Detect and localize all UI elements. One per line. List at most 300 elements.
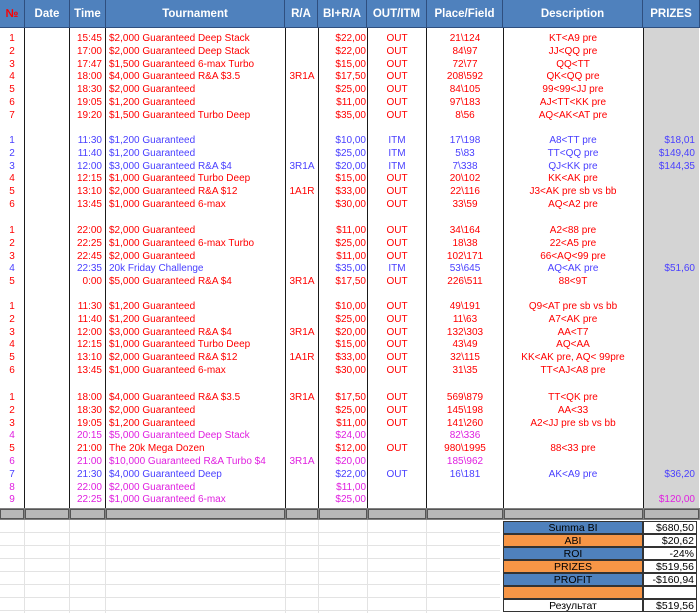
row-prize[interactable] <box>643 326 695 339</box>
row-tournament[interactable]: $1,000 Guaranteed 6-max Turbo <box>109 237 255 249</box>
row-prize[interactable] <box>643 300 695 313</box>
row-tournament[interactable]: $1,200 Guaranteed <box>109 147 196 159</box>
row-tournament[interactable]: $1,000 Guaranteed Turbo Deep <box>109 173 251 185</box>
table-row[interactable] <box>0 275 700 288</box>
row-description[interactable]: Q9<AT pre sb vs bb <box>528 301 618 312</box>
row-time[interactable]: 22:35 <box>76 263 102 275</box>
row-number[interactable]: 3 <box>9 326 15 338</box>
row-description[interactable]: AA<33 <box>557 404 589 416</box>
row-out-itm[interactable]: OUT <box>386 301 408 312</box>
row-number[interactable]: 3 <box>9 250 15 262</box>
row-tournament[interactable]: $1,000 Guaranteed Turbo Deep <box>109 339 251 351</box>
row-bi[interactable]: $15,00 <box>335 339 366 351</box>
row-prize[interactable] <box>643 364 695 377</box>
row-number[interactable]: 5 <box>9 443 15 455</box>
row-time[interactable]: 17:47 <box>76 58 102 70</box>
table-row[interactable] <box>0 468 700 481</box>
row-number[interactable]: 5 <box>9 186 15 198</box>
row-out-itm[interactable]: OUT <box>386 237 408 249</box>
row-prize[interactable] <box>643 275 695 288</box>
row-prize[interactable] <box>643 45 695 58</box>
table-row[interactable] <box>0 351 700 364</box>
row-place[interactable]: 141\260 <box>446 417 484 429</box>
row-ra[interactable] <box>286 250 318 263</box>
row-out-itm[interactable]: OUT <box>386 173 408 185</box>
row-description[interactable] <box>504 455 642 468</box>
row-ra[interactable] <box>286 429 318 442</box>
row-tournament[interactable]: $1,200 Guaranteed <box>109 417 196 429</box>
row-out-itm[interactable]: OUT <box>386 392 408 403</box>
row-tournament[interactable]: $2,000 Guaranteed Deep Stack <box>109 45 250 57</box>
row-time[interactable]: 19:05 <box>76 97 102 108</box>
row-description[interactable]: QK<QQ pre <box>546 71 600 83</box>
row-description[interactable]: A8<TT pre <box>549 135 597 146</box>
row-number[interactable]: 8 <box>9 481 15 493</box>
row-place[interactable]: 22\116 <box>450 186 480 198</box>
row-out-itm[interactable]: OUT <box>386 352 408 364</box>
row-prize[interactable] <box>643 481 695 494</box>
row-place[interactable]: 32\115 <box>450 352 480 364</box>
row-out-itm[interactable]: OUT <box>386 326 408 338</box>
row-tournament[interactable]: $4,000 Guaranteed Deep <box>109 468 222 480</box>
row-ra[interactable] <box>286 32 318 45</box>
row-number[interactable]: 2 <box>9 237 15 249</box>
table-row[interactable] <box>0 429 700 442</box>
row-description[interactable]: A2<JJ pre sb vs bb <box>530 417 616 429</box>
row-description[interactable]: TT<AJ<A8 pre <box>540 365 606 376</box>
row-out-itm[interactable]: OUT <box>386 276 408 288</box>
table-row[interactable] <box>0 185 700 198</box>
row-out-itm[interactable] <box>368 455 426 468</box>
row-bi[interactable]: $35,00 <box>335 263 366 275</box>
row-bi[interactable]: $25,00 <box>335 313 366 325</box>
row-time[interactable]: 17:00 <box>76 45 102 57</box>
row-tournament[interactable]: The 20k Mega Dozen <box>109 443 205 455</box>
row-ra[interactable]: 3R1A <box>289 276 315 288</box>
row-place[interactable]: 20\102 <box>449 173 481 185</box>
row-bi[interactable]: $25,00 <box>335 84 366 96</box>
header-number[interactable]: № <box>0 0 25 28</box>
header-description[interactable]: Description <box>503 0 643 28</box>
row-bi[interactable]: $17,50 <box>335 392 366 403</box>
table-row[interactable] <box>0 493 700 506</box>
row-out-itm[interactable]: OUT <box>386 71 408 83</box>
row-description[interactable]: 22<A5 pre <box>549 237 597 249</box>
row-out-itm[interactable] <box>368 493 426 506</box>
row-description[interactable]: KK<AK pre, AQ< 99pre <box>521 352 625 364</box>
row-ra[interactable] <box>286 237 318 250</box>
header-prizes[interactable]: PRIZES <box>643 0 700 28</box>
row-tournament[interactable]: $1,200 Guaranteed <box>109 313 196 325</box>
row-number[interactable]: 5 <box>9 84 15 96</box>
row-description[interactable]: AK<A9 pre <box>548 468 598 480</box>
row-out-itm[interactable]: OUT <box>386 443 408 455</box>
row-bi[interactable]: $24,00 <box>335 430 366 442</box>
row-place[interactable]: 102\171 <box>446 250 484 262</box>
row-bi[interactable]: $11,00 <box>336 481 366 493</box>
row-ra[interactable] <box>286 147 318 160</box>
row-tournament[interactable]: $2,000 Guaranteed <box>109 84 196 96</box>
row-prize[interactable] <box>643 83 695 96</box>
row-out-itm[interactable]: OUT <box>386 365 408 376</box>
row-place[interactable]: 82\336 <box>449 430 481 442</box>
table-row[interactable] <box>0 313 700 326</box>
row-out-itm[interactable]: OUT <box>386 417 408 429</box>
row-place[interactable]: 34\164 <box>449 225 481 236</box>
row-bi[interactable]: $25,00 <box>335 147 366 159</box>
row-out-itm[interactable]: OUT <box>386 339 408 351</box>
row-description[interactable]: 88<9T <box>558 276 588 288</box>
row-time[interactable]: 18:00 <box>76 71 102 83</box>
row-tournament[interactable]: $1,200 Guaranteed <box>109 301 196 312</box>
row-description[interactable]: A7<AK pre <box>548 313 598 325</box>
header-bi[interactable]: BI+R/A <box>318 0 367 28</box>
header-tournament[interactable]: Tournament <box>106 0 285 28</box>
row-bi[interactable]: $10,00 <box>335 135 366 146</box>
row-bi[interactable]: $17,50 <box>335 71 366 83</box>
row-number[interactable]: 7 <box>9 468 15 480</box>
row-prize[interactable] <box>643 32 695 45</box>
row-prize[interactable] <box>643 429 695 442</box>
row-ra[interactable] <box>286 198 318 211</box>
row-place[interactable]: 21\124 <box>449 33 481 44</box>
row-time[interactable]: 18:30 <box>76 404 102 416</box>
row-out-itm[interactable]: OUT <box>386 199 408 210</box>
row-bi[interactable]: $22,00 <box>335 45 366 57</box>
summary-label[interactable]: PROFIT <box>503 573 643 586</box>
table-row[interactable] <box>0 237 700 250</box>
table-row[interactable] <box>0 172 700 185</box>
summary-value[interactable]: $680,50 <box>643 521 697 534</box>
row-place[interactable]: 84\105 <box>449 84 481 96</box>
row-number[interactable]: 4 <box>9 173 15 185</box>
row-prize[interactable] <box>643 96 695 109</box>
row-ra[interactable]: 1A1R <box>289 186 315 198</box>
row-time[interactable]: 12:00 <box>76 326 102 338</box>
table-row[interactable] <box>0 326 700 339</box>
row-bi[interactable]: $17,50 <box>335 276 366 288</box>
row-place[interactable]: 43\49 <box>452 339 478 351</box>
row-time[interactable]: 22:00 <box>76 481 102 493</box>
row-ra[interactable] <box>286 262 318 275</box>
row-out-itm[interactable]: OUT <box>386 109 408 121</box>
row-time[interactable]: 11:40 <box>77 313 102 325</box>
row-bi[interactable]: $11,00 <box>336 97 366 108</box>
table-row[interactable] <box>0 160 700 173</box>
row-number[interactable]: 1 <box>9 135 15 146</box>
table-row[interactable] <box>0 147 700 160</box>
row-tournament[interactable]: $5,000 Guaranteed R&A $4 <box>109 276 232 288</box>
row-number[interactable]: 1 <box>9 225 15 236</box>
row-number[interactable]: 7 <box>9 109 15 121</box>
row-tournament[interactable]: $1,000 Guaranteed 6-max <box>109 494 226 506</box>
summary-label[interactable]: ROI <box>503 547 643 560</box>
row-ra[interactable] <box>286 109 318 122</box>
row-bi[interactable]: $25,00 <box>335 237 366 249</box>
table-row[interactable] <box>0 32 700 45</box>
row-prize[interactable] <box>643 198 695 211</box>
row-number[interactable]: 6 <box>9 365 15 376</box>
summary-label[interactable]: ABI <box>503 534 643 547</box>
row-description[interactable]: 88<33 pre <box>550 443 596 455</box>
row-number[interactable]: 3 <box>9 58 15 70</box>
row-bi[interactable]: $33,00 <box>335 352 366 364</box>
row-out-itm[interactable]: OUT <box>386 45 408 57</box>
table-row[interactable] <box>0 224 700 237</box>
row-out-itm[interactable]: OUT <box>386 250 408 262</box>
row-ra[interactable]: 3R1A <box>289 456 315 467</box>
table-row[interactable] <box>0 364 700 377</box>
summary-value[interactable]: $20,62 <box>643 534 697 547</box>
row-place[interactable]: 97\183 <box>449 97 481 108</box>
row-prize[interactable]: $18,01 <box>664 135 695 146</box>
row-number[interactable]: 3 <box>9 417 15 429</box>
header-out-itm[interactable]: OUT/ITM <box>367 0 427 28</box>
row-ra[interactable] <box>286 481 318 494</box>
row-description[interactable]: AQ<AA <box>556 339 590 351</box>
row-description[interactable]: KT<A9 pre <box>548 33 598 44</box>
row-tournament[interactable]: $10,000 Guaranteed R&A Turbo $4 <box>109 456 266 467</box>
row-place[interactable]: 84\97 <box>452 45 478 57</box>
row-description[interactable] <box>504 493 642 506</box>
row-time[interactable]: 12:15 <box>76 339 102 351</box>
row-bi[interactable]: $15,00 <box>335 58 366 70</box>
row-place[interactable]: 226\511 <box>447 276 483 288</box>
summary-value[interactable]: $519,56 <box>643 560 697 573</box>
row-out-itm[interactable]: OUT <box>386 404 408 416</box>
header-time[interactable]: Time <box>70 0 106 28</box>
row-prize[interactable]: $36,20 <box>664 468 695 480</box>
row-time[interactable]: 11:30 <box>77 135 102 146</box>
row-tournament[interactable]: $2,000 Guaranteed <box>109 481 196 493</box>
row-description[interactable]: JJ<QQ pre <box>548 45 598 57</box>
row-bi[interactable]: $10,00 <box>335 301 366 312</box>
row-description[interactable]: A2<88 pre <box>549 225 597 236</box>
row-bi[interactable]: $30,00 <box>335 365 366 376</box>
row-place[interactable]: 18\38 <box>452 237 478 249</box>
row-time[interactable]: 13:10 <box>76 186 102 198</box>
row-prize[interactable] <box>643 351 695 364</box>
row-place[interactable]: 132\303 <box>446 326 484 338</box>
row-number[interactable]: 2 <box>9 45 15 57</box>
row-time[interactable]: 22:25 <box>76 237 102 249</box>
row-number[interactable]: 9 <box>9 494 15 506</box>
row-description[interactable]: QQ<TT <box>556 58 590 70</box>
row-description[interactable]: J3<AK pre sb vs bb <box>529 186 617 198</box>
row-out-itm[interactable]: OUT <box>386 97 408 108</box>
row-out-itm[interactable]: OUT <box>386 33 408 44</box>
table-row[interactable] <box>0 109 700 122</box>
table-row[interactable] <box>0 404 700 417</box>
row-time[interactable]: 12:15 <box>76 173 102 185</box>
row-place[interactable]: 53\645 <box>449 263 481 275</box>
row-ra[interactable] <box>286 417 318 430</box>
row-out-itm[interactable]: ITM <box>388 135 406 146</box>
row-tournament[interactable]: $2,000 Guaranteed <box>109 404 196 416</box>
row-place[interactable]: 569\879 <box>446 392 484 403</box>
row-ra[interactable] <box>286 300 318 313</box>
header-date[interactable]: Date <box>25 0 70 28</box>
row-out-itm[interactable]: ITM <box>388 147 406 159</box>
row-place[interactable]: 145\198 <box>446 404 484 416</box>
row-time[interactable]: 13:10 <box>76 352 102 364</box>
table-row[interactable] <box>0 58 700 71</box>
row-place[interactable] <box>427 493 503 506</box>
row-ra[interactable] <box>286 45 318 58</box>
header-ra[interactable]: R/A <box>285 0 318 28</box>
row-tournament[interactable]: $1,000 Guaranteed 6-max <box>109 199 226 210</box>
row-bi[interactable]: $11,00 <box>336 250 366 262</box>
row-out-itm[interactable]: OUT <box>386 313 408 325</box>
row-tournament[interactable]: $2,000 Guaranteed R&A $12 <box>109 352 238 364</box>
row-place[interactable]: 185\962 <box>446 456 484 467</box>
row-bi[interactable]: $15,00 <box>335 173 366 185</box>
row-bi[interactable]: $30,00 <box>335 199 366 210</box>
row-time[interactable]: 11:40 <box>77 147 102 159</box>
row-bi[interactable]: $25,00 <box>335 404 366 416</box>
row-place[interactable]: 33\59 <box>452 199 478 210</box>
row-time[interactable]: 22:45 <box>76 250 102 262</box>
table-row[interactable] <box>0 45 700 58</box>
summary-label[interactable] <box>503 586 643 599</box>
row-out-itm[interactable]: OUT <box>386 186 408 198</box>
header-place-field[interactable]: Place/Field <box>427 0 503 28</box>
row-bi[interactable]: $11,00 <box>336 225 366 236</box>
row-tournament[interactable]: 20k Friday Challenge <box>109 263 204 275</box>
row-number[interactable]: 4 <box>9 71 15 83</box>
row-number[interactable]: 1 <box>9 392 15 403</box>
row-ra[interactable]: 3R1A <box>289 392 315 403</box>
row-place[interactable] <box>427 481 503 494</box>
table-row[interactable] <box>0 250 700 263</box>
row-bi[interactable]: $20,00 <box>335 160 366 172</box>
summary-value[interactable] <box>643 586 697 599</box>
row-time[interactable]: 13:45 <box>76 199 102 210</box>
row-time[interactable]: 20:15 <box>76 430 102 442</box>
summary-label[interactable]: Summa BI <box>503 521 643 534</box>
row-ra[interactable] <box>286 224 318 237</box>
row-out-itm[interactable]: ITM <box>388 263 406 275</box>
row-time[interactable]: 19:20 <box>76 109 102 121</box>
row-number[interactable]: 2 <box>9 404 15 416</box>
summary-value[interactable]: -$160,94 <box>643 573 697 586</box>
row-prize[interactable]: $120,00 <box>658 494 695 506</box>
row-prize[interactable] <box>643 404 695 417</box>
table-row[interactable] <box>0 134 700 147</box>
row-number[interactable]: 5 <box>9 276 15 288</box>
row-tournament[interactable]: $1,200 Guaranteed <box>109 135 196 146</box>
row-place[interactable]: 5\83 <box>455 147 475 159</box>
row-prize[interactable]: $51,60 <box>664 263 695 275</box>
row-prize[interactable] <box>643 442 695 455</box>
row-ra[interactable] <box>286 58 318 71</box>
row-description[interactable]: QJ<KK pre <box>548 160 598 172</box>
row-description[interactable] <box>504 429 642 442</box>
row-prize[interactable] <box>643 338 695 351</box>
row-time[interactable]: 18:30 <box>76 84 102 96</box>
row-description[interactable]: KK<AK pre <box>548 173 598 185</box>
row-tournament[interactable]: $2,000 Guaranteed <box>109 225 196 236</box>
row-place[interactable]: 31\35 <box>452 365 478 376</box>
row-time[interactable]: 19:05 <box>76 417 102 429</box>
row-prize[interactable] <box>643 391 695 404</box>
row-time[interactable]: 22:25 <box>76 494 102 506</box>
row-bi[interactable]: $20,00 <box>335 326 366 338</box>
row-ra[interactable]: 3R1A <box>289 326 315 338</box>
row-number[interactable]: 6 <box>9 456 15 467</box>
row-prize[interactable] <box>643 185 695 198</box>
row-tournament[interactable]: $1,500 Guaranteed Turbo Deep <box>109 109 251 121</box>
row-number[interactable]: 6 <box>9 199 15 210</box>
row-place[interactable]: 72\77 <box>452 58 478 70</box>
table-row[interactable] <box>0 262 700 275</box>
row-out-itm[interactable]: ITM <box>388 160 406 172</box>
row-ra[interactable]: 3R1A <box>289 160 315 172</box>
row-bi[interactable]: $35,00 <box>335 109 366 121</box>
table-row[interactable] <box>0 70 700 83</box>
row-ra[interactable] <box>286 134 318 147</box>
row-ra[interactable] <box>286 96 318 109</box>
row-bi[interactable]: $11,00 <box>336 417 366 429</box>
row-number[interactable]: 6 <box>9 97 15 108</box>
row-description[interactable]: AJ<TT<KK pre <box>539 97 607 108</box>
row-time[interactable]: 0:00 <box>82 276 102 288</box>
row-description[interactable]: 99<99<JJ pre <box>542 84 604 96</box>
summary-label[interactable]: Результат <box>503 599 643 612</box>
row-place[interactable]: 17\198 <box>449 135 481 146</box>
row-description[interactable]: TT<QQ pre <box>547 147 599 159</box>
row-prize[interactable] <box>643 172 695 185</box>
row-bi[interactable]: $20,00 <box>335 456 366 467</box>
row-number[interactable]: 3 <box>9 160 15 172</box>
row-time[interactable]: 22:00 <box>76 225 102 236</box>
row-tournament[interactable]: $2,000 Guaranteed <box>109 250 196 262</box>
row-place[interactable]: 16\181 <box>449 468 481 480</box>
row-tournament[interactable]: $3,000 Guaranteed R&A $4 <box>109 326 232 338</box>
row-place[interactable]: 11\63 <box>452 313 478 325</box>
row-ra[interactable] <box>286 442 318 455</box>
row-out-itm[interactable] <box>368 481 426 494</box>
row-number[interactable]: 5 <box>9 352 15 364</box>
row-bi[interactable]: $22,00 <box>335 33 366 44</box>
row-time[interactable]: 11:30 <box>77 301 102 312</box>
row-ra[interactable] <box>286 83 318 96</box>
table-row[interactable] <box>0 455 700 468</box>
table-row[interactable] <box>0 338 700 351</box>
row-number[interactable]: 4 <box>9 263 15 275</box>
row-tournament[interactable]: $1,200 Guaranteed <box>109 97 196 108</box>
row-place[interactable]: 208\592 <box>446 71 484 83</box>
row-bi[interactable]: $22,00 <box>335 468 366 480</box>
row-description[interactable]: 66<AQ<99 pre <box>540 250 606 262</box>
row-description[interactable]: AQ<A2 pre <box>548 199 598 210</box>
row-ra[interactable] <box>286 338 318 351</box>
row-time[interactable]: 15:45 <box>76 33 102 44</box>
row-ra[interactable]: 1A1R <box>289 352 315 364</box>
row-number[interactable]: 4 <box>9 430 15 442</box>
row-number[interactable]: 4 <box>9 339 15 351</box>
row-tournament[interactable]: $1,500 Guaranteed 6-max Turbo <box>109 58 255 70</box>
table-row[interactable] <box>0 198 700 211</box>
row-place[interactable]: 49\191 <box>449 301 481 312</box>
row-place[interactable]: 980\1995 <box>444 443 486 455</box>
row-ra[interactable] <box>286 172 318 185</box>
row-tournament[interactable]: $2,000 Guaranteed Deep Stack <box>109 33 250 44</box>
row-prize[interactable] <box>643 313 695 326</box>
summary-value[interactable]: -24% <box>643 547 697 560</box>
row-prize[interactable] <box>643 109 695 122</box>
table-row[interactable] <box>0 83 700 96</box>
